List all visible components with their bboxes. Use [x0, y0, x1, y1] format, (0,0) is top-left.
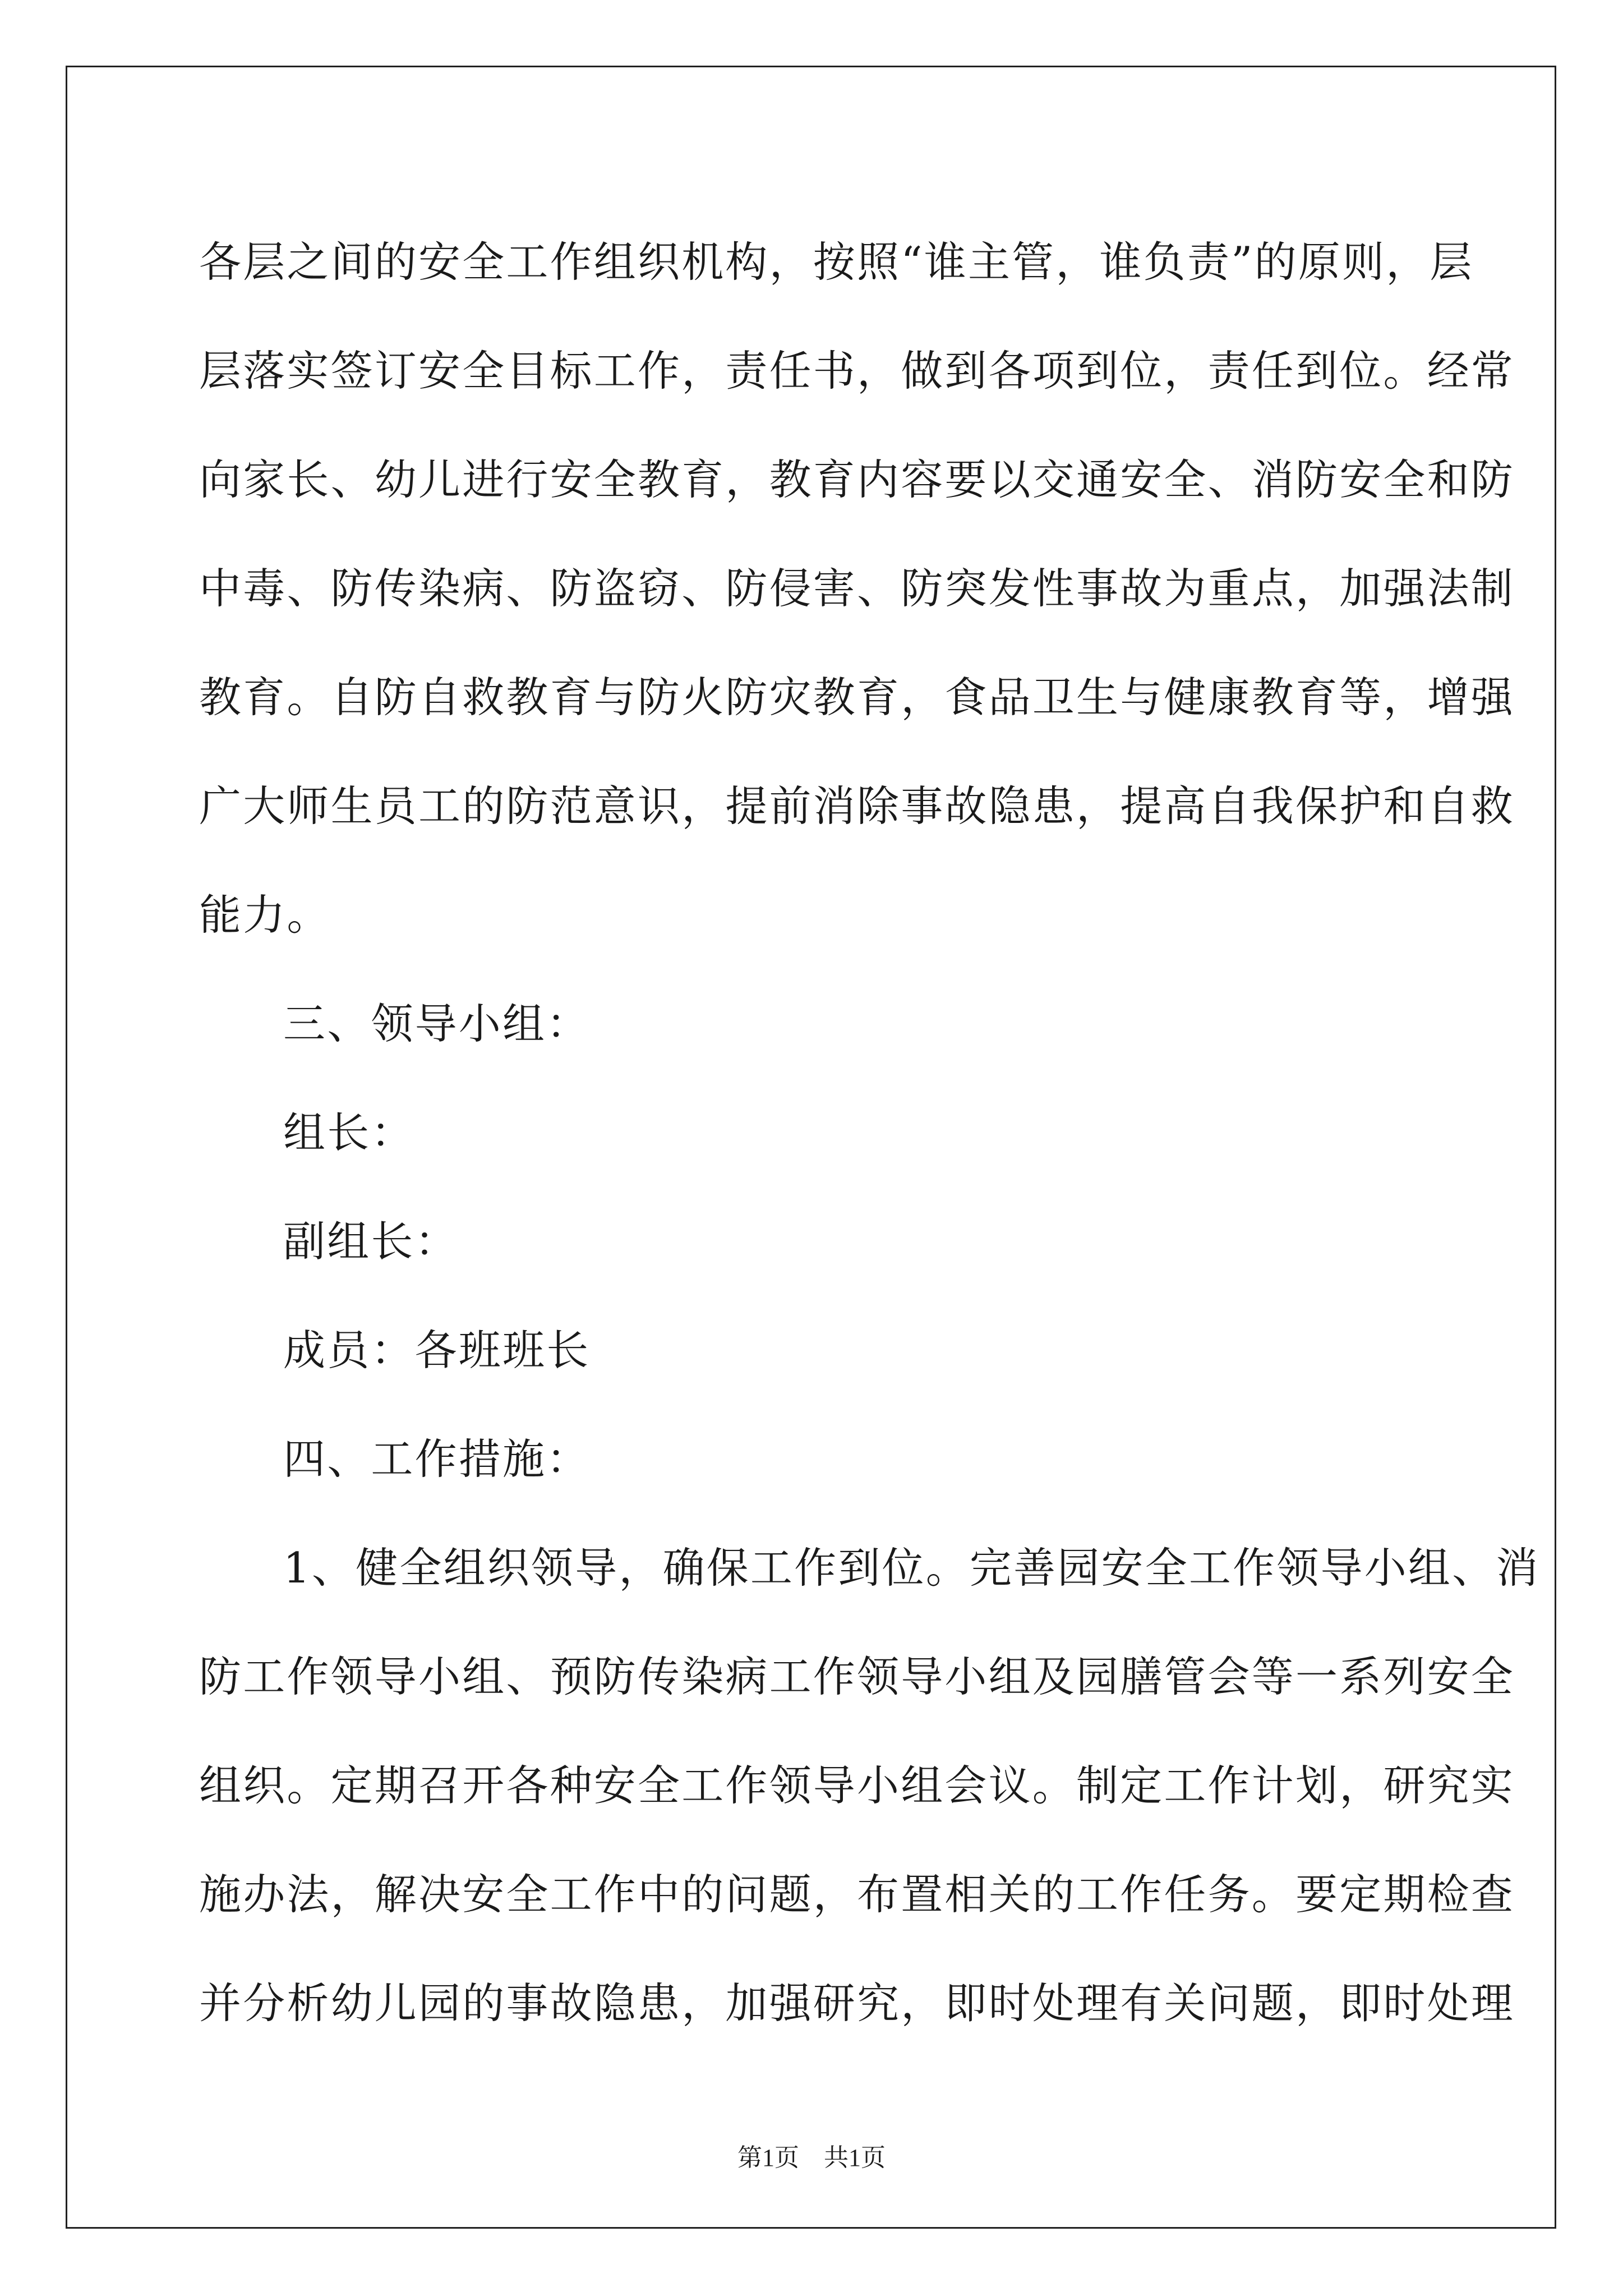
leader-label: 组长：	[283, 1108, 415, 1157]
paragraph-line: 教育。自防自救教育与防火防灾教育，食品卫生与健康教育等，增强	[199, 673, 1515, 722]
deputy-leader-label: 副组长：	[283, 1217, 459, 1266]
members-label: 成员：各班班长	[283, 1326, 591, 1375]
document-body	[199, 208, 1540, 2058]
paragraph-line: 向家长、幼儿进行安全教育，教育内容要以交通安全、消防安全和防	[199, 455, 1515, 504]
paragraph-line: 层落实签订安全目标工作，责任书，做到各项到位，责任到位。经常	[199, 346, 1515, 395]
section-heading-measures: 四、工作措施：	[283, 1434, 591, 1484]
section-heading-leadership: 三、领导小组：	[283, 999, 591, 1048]
paragraph-line: 广大师生员工的防范意识，提前消除事故隐患，提高自我保护和自救	[199, 781, 1515, 831]
page-footer: 第1页 共1页	[737, 2144, 886, 2171]
paragraph-line: 中毒、防传染病、防盗窃、防侵害、防突发性事故为重点，加强法制	[199, 564, 1515, 613]
paragraph-line: 能力。	[199, 890, 331, 940]
paragraph-line: 施办法，解决安全工作中的问题，布置相关的工作任务。要定期检查	[199, 1870, 1515, 1919]
paragraph-line: 各层之间的安全工作组织机构，按照“谁主管，谁负责”的原则，层	[199, 237, 1474, 287]
paragraph-line: 1、健全组织领导，确保工作到位。完善园安全工作领导小组、消	[283, 1543, 1540, 1593]
paragraph-line: 防工作领导小组、预防传染病工作领导小组及园膳管会等一系列安全	[199, 1652, 1515, 1701]
paragraph-line: 并分析幼儿园的事故隐患，加强研究，即时处理有关问题，即时处理	[199, 1978, 1515, 2028]
paragraph-line: 组织。定期召开各种安全工作领导小组会议。制定工作计划，研究实	[199, 1761, 1515, 1810]
